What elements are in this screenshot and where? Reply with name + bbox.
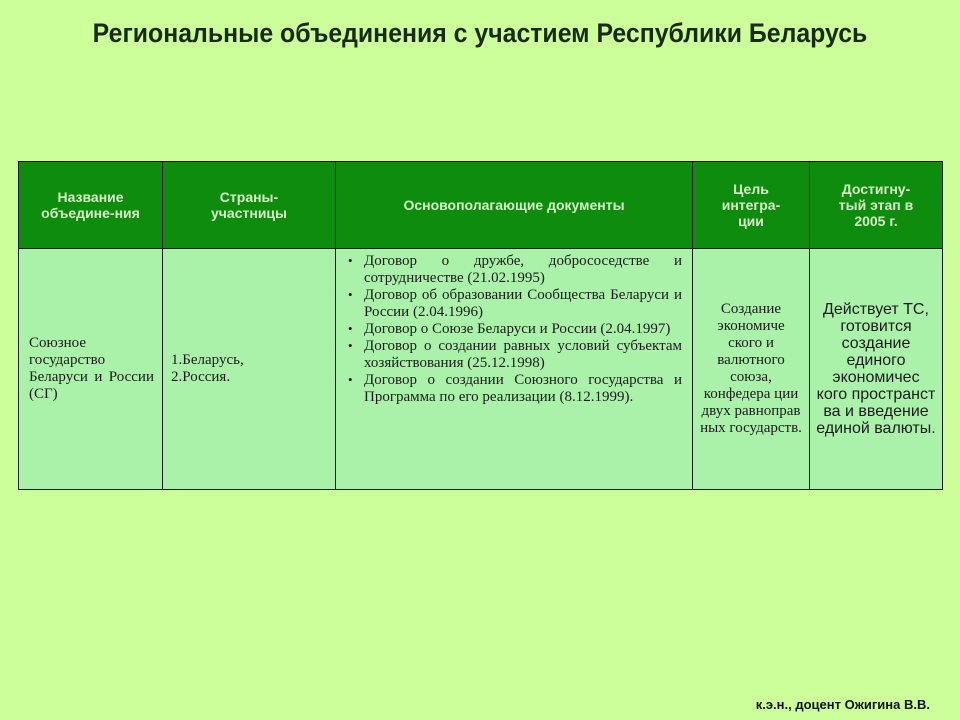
member-countries <box>163 249 336 490</box>
integration-goal: Создание экономиче ского и валютного союза, конфедера ции двух равноправ ных государств. <box>693 249 810 490</box>
document-item: • Договор о Союзе Беларуси и России (2.04.1997) <box>348 321 671 337</box>
founding-documents <box>336 249 693 490</box>
header-countries: Страны-участницы <box>163 162 336 249</box>
bullet-icon: • <box>348 321 353 336</box>
header-stage: Достигну-тый этап в 2005 г. <box>810 162 943 249</box>
document-item: • Договор о создании равных условий субъектам хозяйствования (25.12.1998) <box>348 338 682 371</box>
bullet-icon: • <box>348 372 353 387</box>
header-documents: Основополагающие документы <box>336 162 693 249</box>
table-row <box>19 249 943 490</box>
bullet-icon: • <box>348 253 353 268</box>
country-item: 2.Россия. <box>171 369 231 385</box>
integration-table <box>18 161 943 490</box>
document-item: • Договор о дружбе, добрососедстве и сотрудничестве (21.02.1995) <box>348 253 682 286</box>
union-name: Союзное государство Беларуси и России (СГ) <box>19 249 163 490</box>
bullet-icon: • <box>348 287 353 302</box>
country-item: 1.Беларусь, <box>171 352 244 368</box>
header-row <box>19 162 943 249</box>
document-item: • Договор об образовании Сообщества Беларуси и России (2.04.1996) <box>348 287 682 320</box>
achieved-stage: Действует ТС, готовится создание единого экономичес кого пространст ва и введение единой валюты. <box>810 249 943 490</box>
bullet-icon: • <box>348 338 353 353</box>
header-goal: Цель интегра-ции <box>693 162 810 249</box>
author-credit: к.э.н., доцент Ожигина В.В. <box>755 697 930 712</box>
slide-title: Региональные объединения с участием Республики Беларусь <box>92 18 868 48</box>
header-name: Название объедине-ния <box>19 162 163 249</box>
document-item: • Договор о создании Союзного государства и Программа по его реализации (8.12.1999). <box>348 372 682 405</box>
